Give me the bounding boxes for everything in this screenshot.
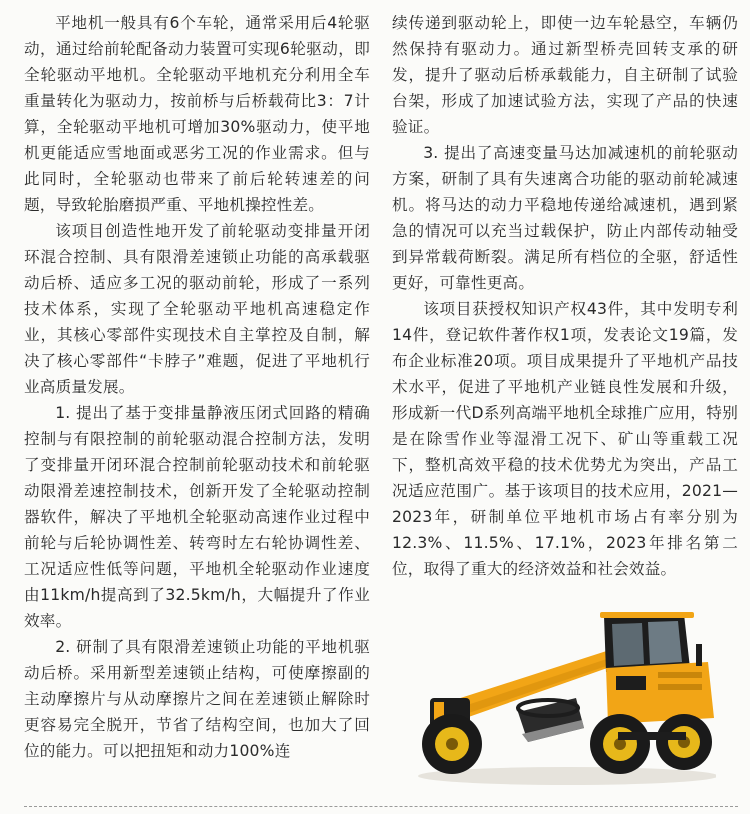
paragraph: 该项目获授权知识产权43件，其中发明专利14件，登记软件著作权1项，发表论文19篇，发布企业标准20项。项目成果提升了平地机产品技术水平，促进了平地机产业链良性发展和升级，形成新一代D系列高端平地机全球推广应用，特别是在除雪作业等湿滑工况下、矿山等重载工况下，整机高效平稳的技术优势尤为突出，产品工况适应范围广。基于该项目的技术应用，2021—2023年，研制单位平地机市场占有率分别为12.3%、11.5%、17.1%，2023年排名第二位，取得了重大的经济效益和社会效益。 <box>392 300 738 578</box>
cab-roof <box>600 612 694 618</box>
paragraph: 1. 提出了基于变排量静液压闭式回路的精确控制与有限控制的前轮驱动混合控制方法，发明了变排量开闭环混合控制前轮驱动技术和前轮驱动限滑差速控制技术，创新开发了全轮驱动控制器软件，解决了平地机全轮驱动高速作业过程中前轮与后轮协调性差、转弯时左右轮协调性差、工况适应性低等问题，平地机全轮驱动作业速度由11km/h提高到了32.5km/h，大幅提升了作业效率。 <box>24 404 370 630</box>
cab-window-right <box>648 621 682 664</box>
engine-grille <box>658 672 702 678</box>
paragraph: 续传递到驱动轮上，即使一边车轮悬空，车辆仍然保持有驱动力。通过新型桥壳回转支承的研发，提升了驱动后桥承载能力，自主研制了试验台架，形成了加速试验方法，实现了产品的快速验证。 <box>392 14 738 136</box>
cab-window-left <box>612 623 644 666</box>
front-hub <box>446 738 458 750</box>
paragraph: 平地机一般具有6个车轮，通常采用后4轮驱动，通过给前轮配备动力装置可实现6轮驱动，即全轮驱动平地机。全轮驱动平地机充分利用全车重量转化为驱动力，按前桥与后桥载荷比3：7计算，全轮驱动平地机可增加30%驱动力，使平地机更能适应雪地面或恶劣工况的作业需求。但与此同时，全轮驱动也带来了前后轮转速差的问题，导致轮胎磨损严重、平地机操控性差。 <box>24 14 370 214</box>
page-divider <box>24 806 738 807</box>
exhaust-pipe <box>696 644 702 666</box>
paragraph: 该项目创造性地开发了前轮驱动变排量开闭环混合控制、具有限滑差速锁止功能的高承载驱动后桥、适应多工况的驱动前轮，形成了一系列技术体系，实现了全轮驱动平地机高速稳定作业，其核心零部件实现技术自主掌控及自制，解决了核心零部件“卡脖子”难题，促进了平地机行业高质量发展。 <box>24 222 370 396</box>
right-column <box>392 10 738 582</box>
frame-shade <box>452 654 624 716</box>
tandem-beam <box>618 732 686 740</box>
side-panel <box>616 676 646 690</box>
engine-grille <box>658 684 702 690</box>
left-column <box>24 10 370 764</box>
paragraph: 3. 提出了高速变量马达加减速机的前轮驱动方案，研制了具有失速离合功能的驱动前轮减速机。将马达的动力平稳地传递给减速机，遇到紧急的情况可以充当过载保护，防止内部传动轴受到异常载荷断裂。满足所有档位的全驱，舒适性更好，可靠性更高。 <box>392 144 738 292</box>
paragraph: 2. 研制了具有限滑差速锁止功能的平地机驱动后桥。采用新型差速锁止结构，可使摩擦副的主动摩擦片与从动摩擦片之间在差速锁止解除时更容易完全脱开，节省了结构空间，也加大了回位的能力。可以把扭矩和动力100%连 <box>24 638 370 760</box>
motor-grader-image <box>408 610 716 788</box>
